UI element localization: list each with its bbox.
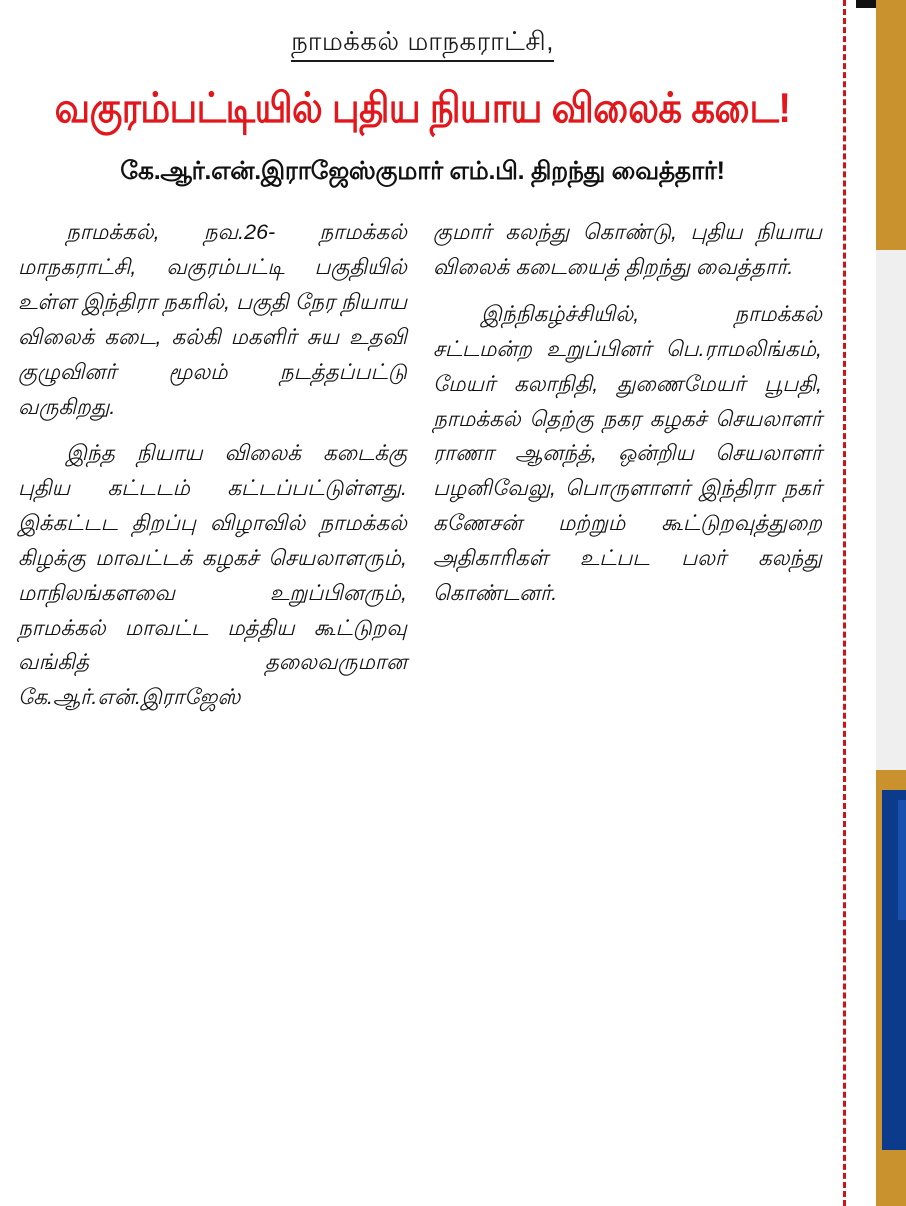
article-subheadline: கே.ஆர்.என்.இராஜேஸ்குமார் எம்.பி. திறந்து வைத்தார்! [120, 156, 725, 185]
margin-grey-band [876, 250, 906, 770]
margin-gold-band-top [876, 0, 906, 250]
paragraph: நாமக்கல், நவ.26- நாமக்கல் மாநகராட்சி, வகுரம்பட்டி பகுதியில் உள்ள இந்திரா நகரில், பகுதி நேர நியாய விலைக் கடை, கல்கி மகளிர் சுய உதவி குழுவினர் மூலம் நடத்தப்பட்டு வருகிறது. [18, 220, 407, 419]
article-column-left [18, 215, 407, 727]
margin-black-mark [856, 0, 876, 8]
paragraph: குமார் கலந்து கொண்டு, புதிய நியாய விலைக் கடையைத் திறந்து வைத்தார். [433, 220, 822, 280]
article-kicker-text: நாமக்கல் மாநகராட்சி, [291, 26, 554, 62]
paragraph: இந்த நியாய விலைக் கடைக்கு புதிய கட்டடம் கட்டப்பட்டுள்ளது. இக்கட்டட திறப்பு விழாவில் நாமக்கல் கிழக்கு மாவட்டக் கழகச் செயலாளரும், மாநிலங்களவை உறுப்பினரும், நாமக்கல் மாவட்ட மத்திய கூட்டுறவு வங்கித் தலைவருமான கே.ஆர்.என்.இராஜேஸ் [18, 441, 407, 710]
article-column-right [433, 215, 822, 727]
paragraph: இந்நிகழ்ச்சியில், நாமக்கல் சட்டமன்ற உறுப்பினர் பெ.ராமலிங்கம், மேயர் கலாநிதி, துணைமேயர் பூபதி, நாமக்கல் தெற்கு நகர கழகச் செயலாளர் ராணா ஆனந்த், ஒன்றிய செயலாளர் பழனிவேலு, பொருளாளர் இந்திரா நகர் கணேசன் மற்றும் கூட்டுறவுத்துறை அதிகாரிகள் உட்பட பலர் கலந்து கொண்டனர். [433, 302, 822, 605]
article-kicker [18, 14, 827, 60]
article-columns [18, 215, 827, 727]
margin-edge-mark [898, 800, 906, 920]
article-headline: வகுரம்பட்டியில் புதிய நியாய விலைக் கடை! [54, 84, 791, 131]
